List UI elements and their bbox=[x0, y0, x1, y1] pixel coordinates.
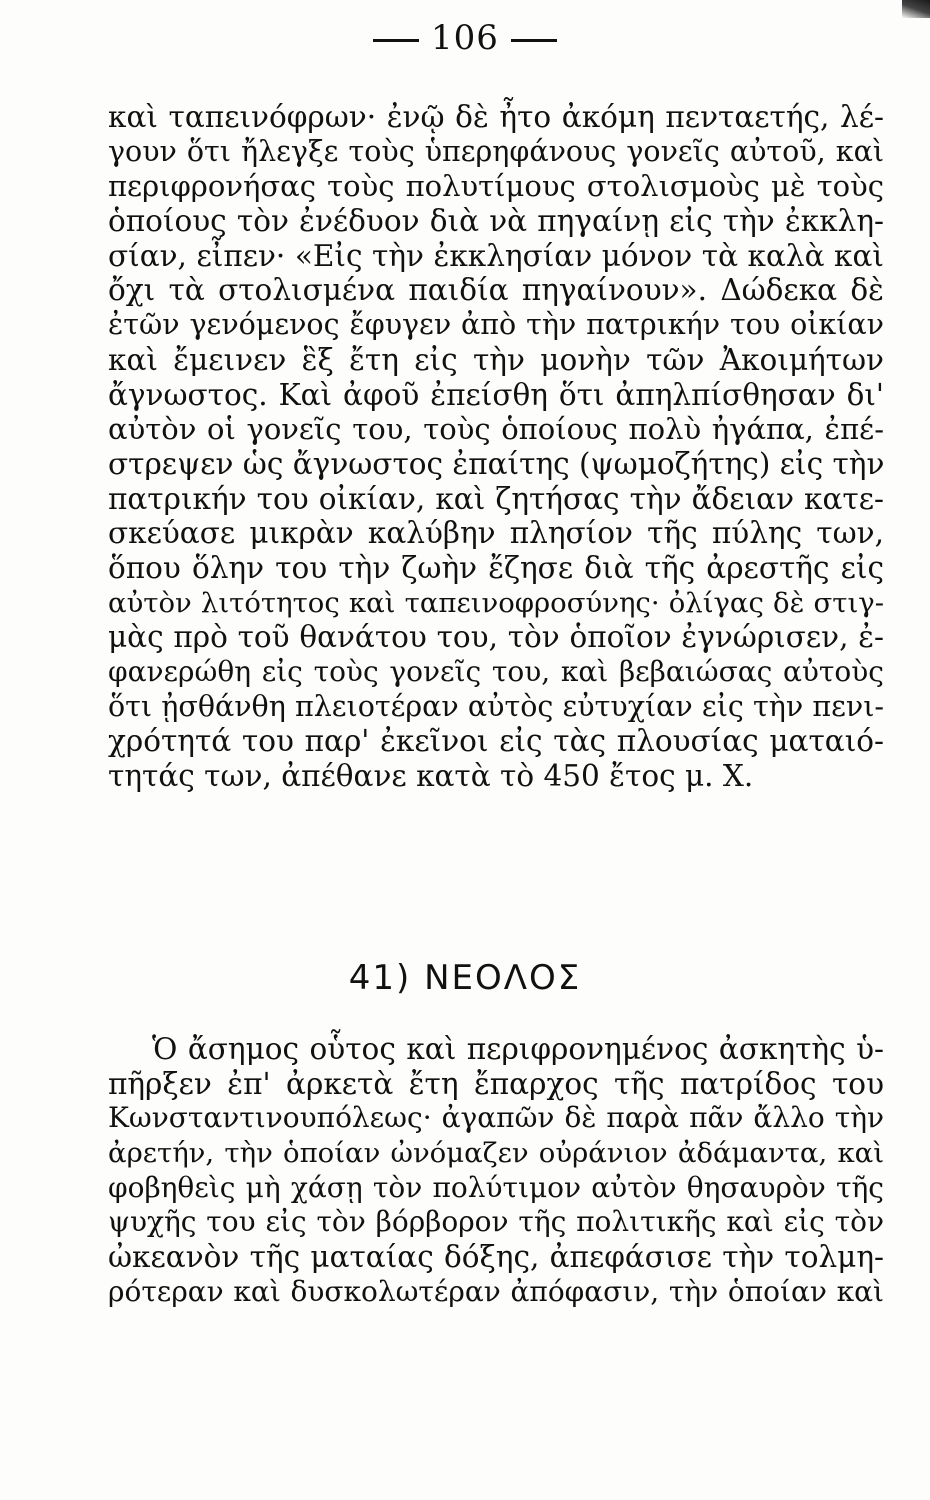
paragraph-1 bbox=[108, 100, 884, 794]
text-line: πῆρξεν ἐπ' ἀρκετὰ ἔτη ἔπαρχος τῆς πατρίδος του bbox=[108, 1066, 884, 1101]
text-line: ἐτῶν γενόμενος ἔφυγεν ἀπὸ τὴν πατρικήν του οἰκίαν bbox=[108, 308, 884, 342]
text-line: φανερώθη εἰς τοὺς γονεῖς του, καὶ βεβαιώσας αὐτοὺς bbox=[108, 655, 884, 688]
text-line: σίαν, εἶπεν· «Εἰς τὴν ἐκκλησίαν μόνον τὰ καλὰ καὶ bbox=[108, 238, 884, 273]
text-line: στρεψεν ὡς ἄγνωστος ἐπαίτης (ψωμοζήτης) εἰς τὴν bbox=[108, 446, 885, 481]
text-line: Κωνσταντινουπόλεως· ἀγαπῶν δὲ παρὰ πᾶν ἄλλο τὴν bbox=[108, 1101, 884, 1135]
page-corner-shadow bbox=[902, 0, 930, 18]
text-line: πατρικήν του οἰκίαν, καὶ ζητήσας τὴν ἄδειαν κατε- bbox=[108, 481, 884, 516]
text-line: φοβηθεὶς μὴ χάσῃ τὸν πολύτιμον αὐτὸν θησαυρὸν τῆς bbox=[108, 1170, 884, 1204]
text-line: περιφρονήσας τοὺς πολυτίμους στολισμοὺς μὲ τοὺς bbox=[108, 169, 884, 204]
text-line: αὐτὸν λιτότητος καὶ ταπεινοφροσύνης· ὀλίγας δὲ στιγ- bbox=[108, 586, 884, 619]
text-line: Ὁ ἄσημος οὗτος καὶ περιφρονημένος ἀσκητὴς ὑ- bbox=[152, 1032, 884, 1066]
text-line: καὶ ἔμεινεν ἓξ ἔτη εἰς τὴν μονὴν τῶν Ἀκοιμήτων bbox=[108, 342, 884, 377]
text-line: καὶ ταπεινόφρων· ἐνῷ δὲ ἦτο ἀκόμη πενταετής, λέ- bbox=[108, 100, 884, 134]
text-line: ψυχῆς του εἰς τὸν βόρβορον τῆς πολιτικῆς καὶ εἰς τὸν bbox=[108, 1205, 884, 1239]
paragraph-2 bbox=[108, 1032, 884, 1310]
page-number-dash-right bbox=[511, 39, 557, 42]
text-line: ὅτι ᾐσθάνθη πλειοτέραν αὐτὸς εὐτυχίαν εἰς τὴν πενι- bbox=[108, 689, 884, 723]
text-line: ὅπου ὅλην του τὴν ζωὴν ἔζησε διὰ τῆς ἀρεστῆς εἰς bbox=[108, 550, 884, 585]
text-line: ἀρετήν, τὴν ὁποίαν ὠνόμαζεν οὐράνιον ἀδάμαντα, καὶ bbox=[108, 1137, 884, 1170]
text-line: σκεύασε μικρὰν καλύβην πλησίον τῆς πύλης των, bbox=[108, 516, 884, 551]
text-line: αὐτὸν οἱ γονεῖς του, τοὺς ὁποίους πολὺ ἠγάπα, ἐπέ- bbox=[108, 412, 884, 447]
text-line: ρότεραν καὶ δυσκολωτέραν ἀπόφασιν, τὴν ὁποίαν καὶ bbox=[108, 1274, 884, 1308]
text-line: ὄχι τὰ στολισμένα παιδία πηγαίνουν». Δώδεκα δὲ bbox=[108, 273, 884, 308]
text-line: μὰς πρὸ τοῦ θανάτου του, τὸν ὁποῖον ἐγνώρισεν, ἐ- bbox=[108, 620, 884, 655]
section-heading: 41) ΝΕΟΛΟΣ bbox=[348, 958, 582, 998]
text-line: ὠκεανὸν τῆς ματαίας δόξης, ἀπεφάσισε τὴν τολμη- bbox=[108, 1240, 884, 1275]
page-number: 106 bbox=[431, 18, 499, 58]
text-line: τητάς των, ἀπέθανε κατὰ τὸ 450 ἔτος μ. Χ. bbox=[108, 759, 754, 794]
text-line: γουν ὅτι ἤλεγξε τοὺς ὑπερηφάνους γονεῖς αὐτοῦ, καὶ bbox=[108, 134, 884, 168]
page-number-dash-left bbox=[373, 39, 419, 42]
text-line: χρότητά του παρ' ἐκεῖνοι εἰς τὰς πλουσίας ματαιό- bbox=[108, 724, 884, 759]
text-line: ὁποίους τὸν ἐνέδυον διὰ νὰ πηγαίνῃ εἰς τὴν ἐκκλη- bbox=[108, 204, 884, 239]
page-number-header bbox=[0, 18, 930, 58]
text-line: ἄγνωστος. Καὶ ἀφοῦ ἐπείσθη ὅτι ἀπηλπίσθησαν δι' bbox=[108, 377, 884, 412]
